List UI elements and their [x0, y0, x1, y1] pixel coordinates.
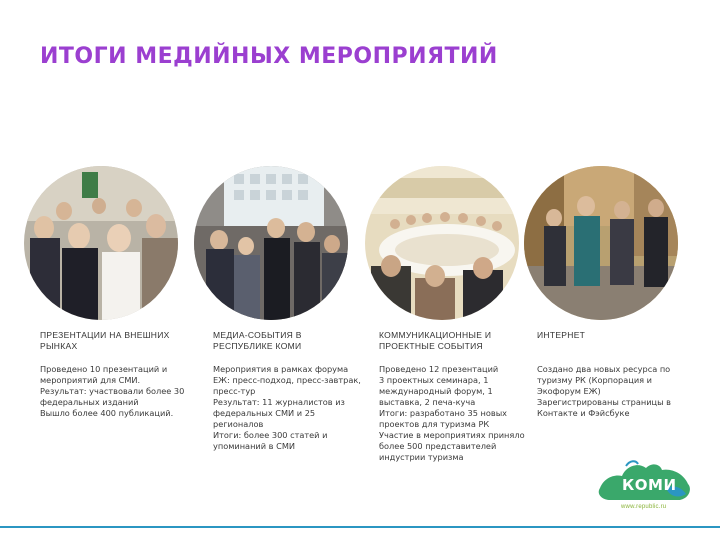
slide-title: ИТОГИ МЕДИЙНЫХ МЕРОПРИЯТИЙ — [40, 44, 498, 69]
column-body: Проведено 12 презентаций 3 проектных семинара, 1 международный форум, 1 выставка, 2 печа-куча Итоги: разработано 35 новых проектов для туризма РК Участие в мероприятиях приняло более 500 представителей индустрии туризма — [379, 364, 525, 462]
column-communication-events — [379, 330, 529, 463]
column-heading: КОММУНИКАЦИОННЫЕ И ПРОЕКТНЫЕ СОБЫТИЯ — [379, 330, 492, 351]
komi-logo — [596, 458, 696, 518]
column-heading: ПРЕЗЕНТАЦИИ НА ВНЕШНИХ РЫНКАХ — [40, 330, 170, 351]
column-body: Проведено 10 презентаций и мероприятий для СМИ. Результат: участвовали более 30 федеральных изданий Вышло более 400 публикаций. — [40, 364, 185, 418]
column-presentations — [40, 330, 190, 419]
column-media-events — [213, 330, 363, 452]
bottom-accent-line — [0, 526, 720, 528]
column-internet — [537, 330, 687, 419]
logo-word: КОМИ — [622, 476, 677, 494]
column-heading: МЕДИА-СОБЫТИЯ В РЕСПУБЛИКЕ КОМИ — [213, 330, 302, 351]
photo-presentations — [24, 166, 178, 320]
photo-internet — [524, 166, 678, 320]
photo-media-events — [194, 166, 348, 320]
logo-url: www.republic.ru — [621, 504, 667, 510]
column-heading: ИНТЕРНЕТ — [537, 330, 586, 340]
photo-communication-events — [365, 166, 519, 320]
column-body: Создано два новых ресурса по туризму РК (Корпорация и Экофорум ЕЖ) Зарегистрированы страницы в Контакте и Фэйсбуке — [537, 364, 672, 418]
column-body: Мероприятия в рамках форума ЕЖ: пресс-подход, пресс-завтрак, пресс-тур Результат: 11 журналистов из федеральных СМИ и 25 регионалов Итоги: более 300 статей и упоминаний в СМИ — [213, 364, 361, 451]
